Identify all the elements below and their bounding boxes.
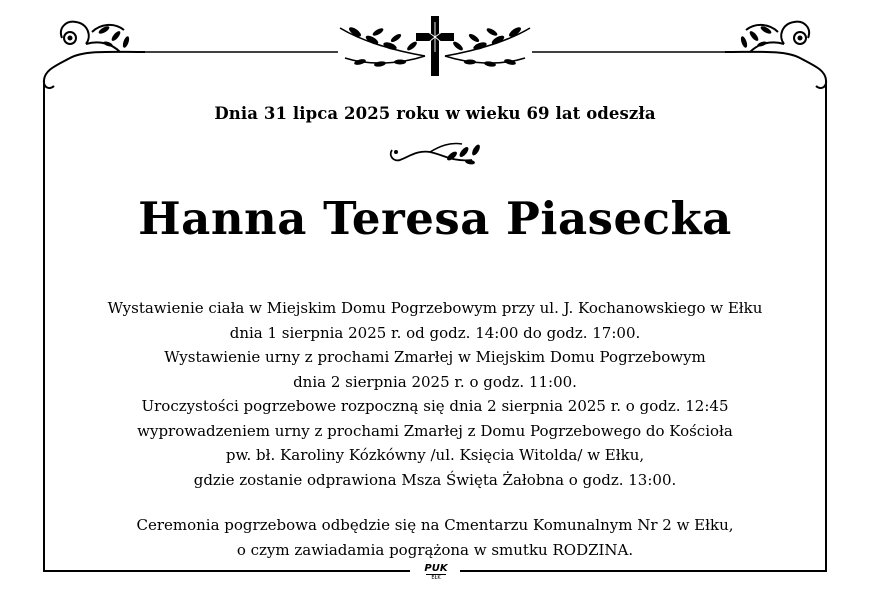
detail-line: pw. bł. Karoliny Kózkówny /ul. Księcia Witolda/ w Ełku, <box>225 446 645 464</box>
funeral-home-logo <box>418 563 454 585</box>
funeral-details <box>20 296 850 492</box>
flourish-icon <box>44 22 145 95</box>
detail-line: dnia 2 sierpnia 2025 r. o godz. 11:00. <box>293 372 577 391</box>
detail-line: Wystawienie urny z prochami Zmarłej w Miejskim Domu Pogrzebowym <box>164 348 706 366</box>
deceased-name: Hanna Teresa Piasecka <box>138 192 732 245</box>
closing-text <box>20 513 850 562</box>
leaf-sprig-icon <box>391 143 482 165</box>
logo-sub-text: EŁK <box>426 574 446 581</box>
notice-headline: Dnia 31 lipca 2025 roku w wieku 69 lat odeszła <box>214 104 656 123</box>
detail-line: Uroczystości pogrzebowe rozpoczną się dnia 2 sierpnia 2025 r. o godz. 12:45 <box>141 397 729 415</box>
closing-line: Ceremonia pogrzebowa odbędzie się na Cmentarzu Komunalnym Nr 2 w Ełku, <box>136 516 734 534</box>
flourish-icon <box>725 22 826 95</box>
detail-line: wyprowadzeniem urny z prochami Zmarłej z Domu Pogrzebowego do Kościoła <box>137 421 733 440</box>
detail-line: gdzie zostanie odprawiona Msza Święta Żałobna o godz. 13:00. <box>193 470 677 489</box>
detail-line: Wystawienie ciała w Miejskim Domu Pogrzebowym przy ul. J. Kochanowskiego w Ełku <box>107 299 763 317</box>
logo-main-text: PUK <box>424 563 448 574</box>
closing-line: o czym zawiadamia pogrążona w smutku RODZINA. <box>236 540 634 559</box>
detail-line: dnia 1 sierpnia 2025 r. od godz. 14:00 do godz. 17:00. <box>229 323 641 342</box>
cross-with-laurel-icon <box>340 16 530 76</box>
